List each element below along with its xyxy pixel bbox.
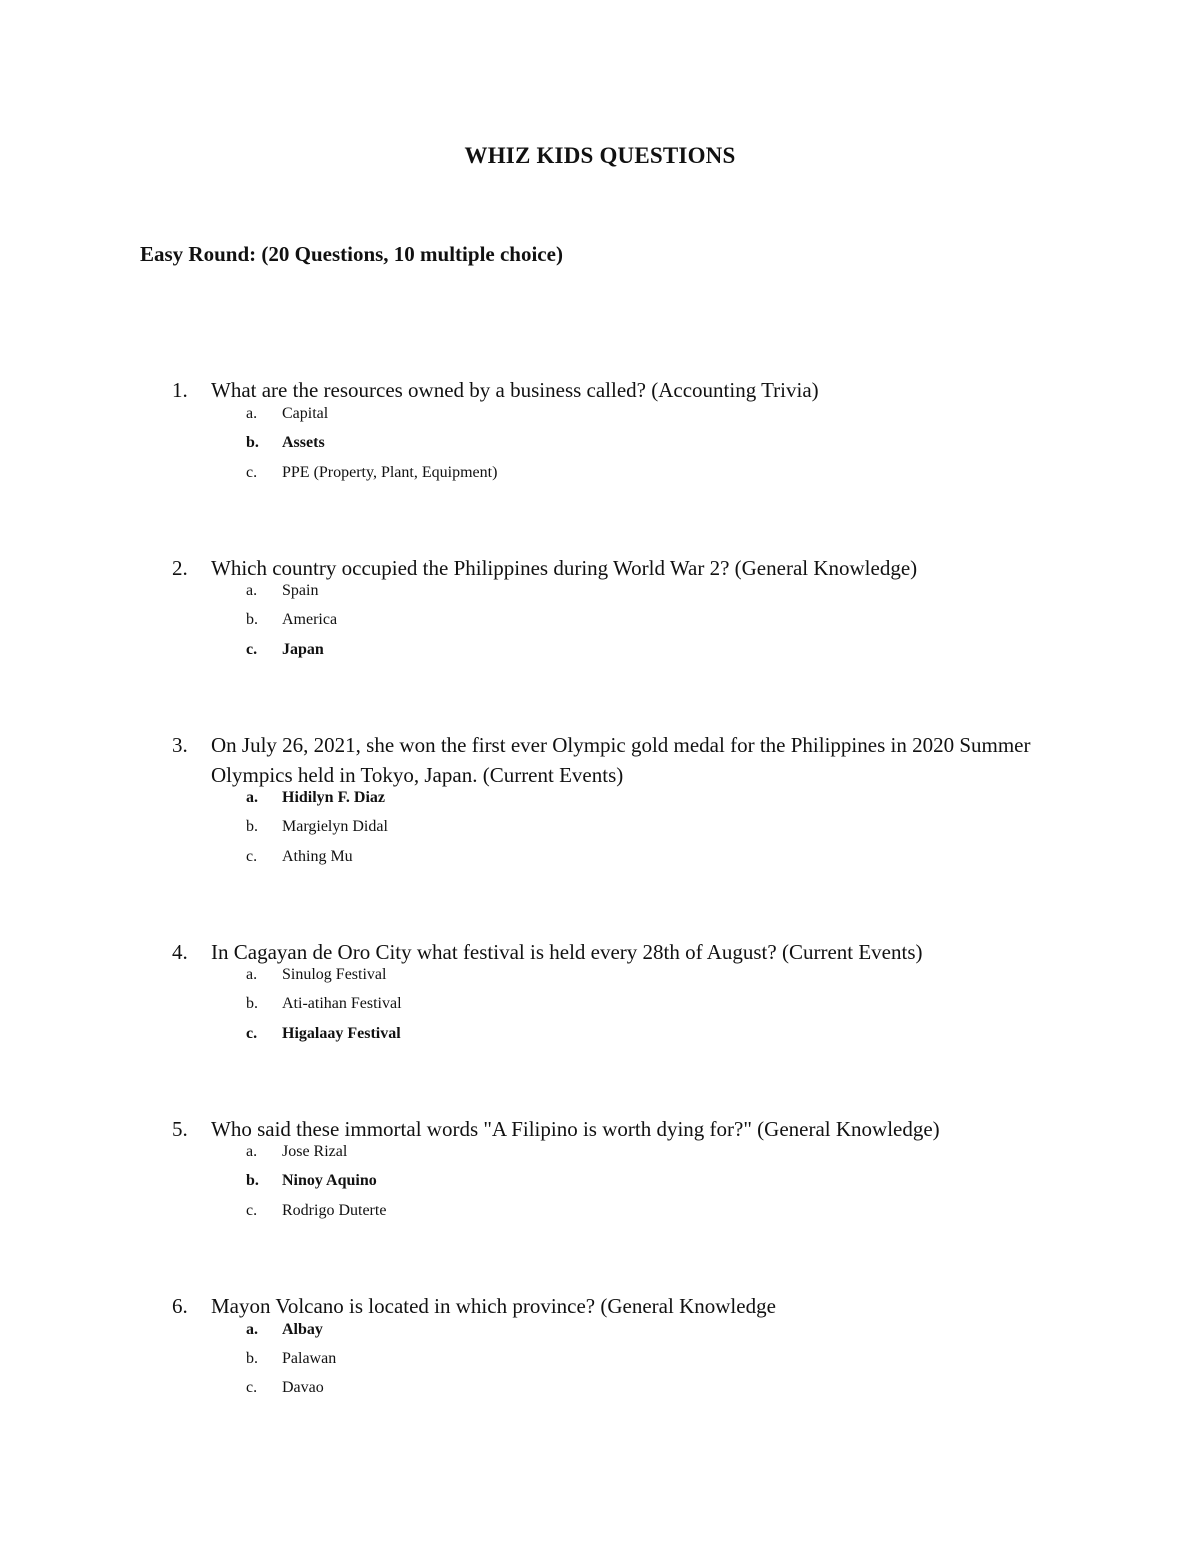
choice-text: Assets	[282, 434, 325, 451]
choice-text: Ati-atihan Festival	[282, 995, 402, 1012]
choice-text: Margielyn Didal	[282, 818, 388, 835]
choice-letter: c.	[246, 1202, 258, 1219]
question-number: 6.	[172, 1294, 188, 1318]
question-number: 2.	[172, 556, 188, 580]
choice-item	[0, 611, 1200, 641]
choice-item-correct	[0, 434, 1200, 464]
choice-text: Jose Rizal	[282, 1143, 348, 1160]
question-text: What are the resources owned by a business called? (Accounting Trivia)	[211, 378, 819, 402]
choice-text: America	[282, 611, 338, 628]
choice-letter: b.	[246, 611, 258, 628]
choice-item	[0, 1202, 1200, 1232]
choice-letter: c.	[246, 464, 258, 481]
choice-item	[0, 464, 1200, 494]
question-text: Mayon Volcano is located in which province? (General Knowledge	[211, 1294, 776, 1318]
choice-item	[0, 1350, 1200, 1380]
choice-letter: a.	[246, 1143, 258, 1160]
choice-item	[0, 818, 1200, 848]
choice-item-correct	[0, 641, 1200, 671]
choice-text: Japan	[282, 641, 324, 658]
choice-item	[0, 582, 1200, 612]
choice-item	[0, 848, 1200, 878]
question-text: In Cagayan de Oro City what festival is held every 28th of August? (Current Events)	[211, 940, 923, 964]
choice-letter: b.	[246, 818, 258, 835]
choice-letter: b.	[246, 995, 258, 1012]
choice-text: Davao	[282, 1379, 324, 1396]
choice-item	[0, 405, 1200, 435]
choice-letter: a.	[246, 1321, 258, 1338]
choice-letter: c.	[246, 1025, 258, 1042]
choice-item	[0, 995, 1200, 1025]
choice-text: Higalaay Festival	[282, 1025, 401, 1042]
choice-text: Ninoy Aquino	[282, 1172, 377, 1189]
round-heading: Easy Round: (20 Questions, 10 multiple choice)	[140, 242, 563, 266]
choice-item-correct	[0, 1025, 1200, 1055]
choice-text: Sinulog Festival	[282, 966, 387, 983]
choice-item-correct	[0, 789, 1200, 819]
choice-text: Spain	[282, 582, 319, 599]
question-number: 5.	[172, 1117, 188, 1141]
choice-item	[0, 1143, 1200, 1173]
question-text: On July 26, 2021, she won the first ever Olympic gold medal for the Philippines in 2020 Summer Olympics held in Tokyo, Japan. (Current Events)	[211, 733, 1031, 787]
choice-item	[0, 966, 1200, 996]
choice-item	[0, 1379, 1200, 1409]
choice-letter: a.	[246, 405, 258, 422]
choice-text: Athing Mu	[282, 848, 353, 865]
question-number: 1.	[172, 378, 188, 402]
choice-letter: b.	[246, 1172, 259, 1189]
choice-text: Albay	[282, 1321, 323, 1338]
choice-letter: a.	[246, 582, 258, 599]
choice-letter: c.	[246, 848, 258, 865]
choice-item-correct	[0, 1172, 1200, 1202]
choice-item-correct	[0, 1321, 1200, 1351]
choice-text: PPE (Property, Plant, Equipment)	[282, 464, 498, 481]
question-number: 3.	[172, 733, 188, 757]
choice-text: Palawan	[282, 1350, 337, 1367]
question-text: Which country occupied the Philippines during World War 2? (General Knowledge)	[211, 556, 918, 580]
choice-letter: c.	[246, 1379, 258, 1396]
choice-letter: a.	[246, 966, 258, 983]
choice-letter: a.	[246, 789, 258, 806]
choice-text: Rodrigo Duterte	[282, 1202, 387, 1219]
choice-letter: b.	[246, 1350, 258, 1367]
question-text: Who said these immortal words "A Filipino is worth dying for?" (General Knowledge)	[211, 1117, 940, 1141]
document-title: WHIZ KIDS QUESTIONS	[464, 143, 736, 168]
choice-text: Capital	[282, 405, 329, 422]
choice-text: Hidilyn F. Diaz	[282, 789, 385, 806]
choice-letter: c.	[246, 641, 258, 658]
question-number: 4.	[172, 940, 188, 964]
choice-letter: b.	[246, 434, 259, 451]
